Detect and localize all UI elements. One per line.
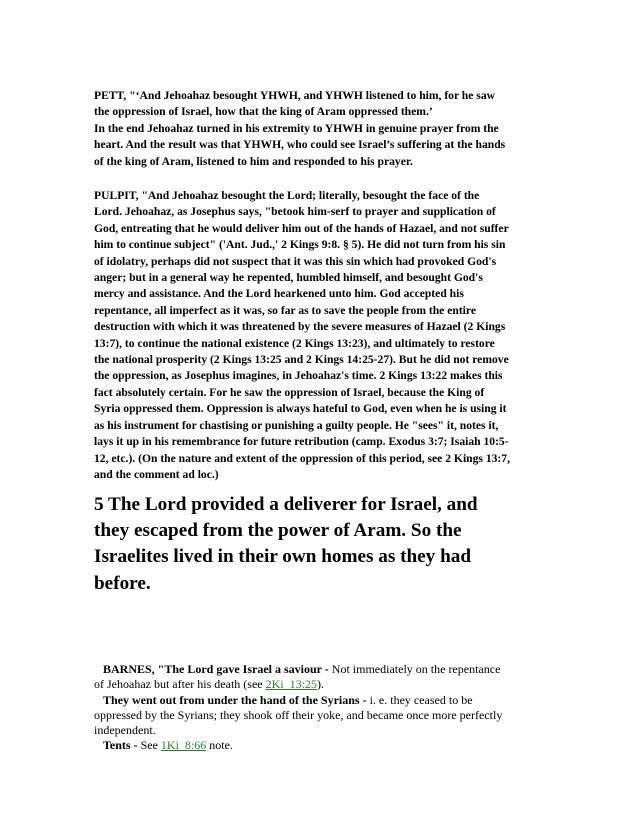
text-line: of idolatry, perhaps did not suspect that it was this sin which had provoked God's: [94, 254, 497, 268]
text-line: him to continue subject" ('Ant. Jud.,' 2 Kings 9:8. § 5). He did not turn from his sin: [94, 238, 506, 252]
text-line: destruction with which it was threatened by the severe measures of Hazael (2 Kings: [94, 320, 506, 334]
text-line: fact absolutely certain. For he saw the oppression of Israel, because the King of: [94, 385, 485, 399]
text-line: of the king of Aram, listened to him and responded to his prayer.: [94, 154, 413, 168]
text-line: oppressed by the Syrians; they shook off their yoke, and became once more perfectly: [94, 707, 503, 722]
pulpit-commentary: [94, 188, 544, 483]
text-line: [94, 677, 554, 692]
text-line: Syria oppressed them. Oppression is always hateful to God, even when he is using it: [94, 402, 507, 416]
text-line: and the comment ad loc.): [94, 467, 219, 481]
text-run: note.: [206, 738, 233, 753]
text-line: PULPIT, "And Jehoahaz besought the Lord; literally, besought the face of the: [94, 189, 480, 202]
text-line: PETT, "‘And Jehoahaz besought YHWH, and YHWH listened to him, for he saw: [94, 89, 495, 102]
barnes-lemma: They went out from under the hand of the Syrians -: [103, 692, 367, 707]
text-line: anger; but in a general way he repented, humbled himself, and besought God's: [94, 271, 483, 285]
text-run: i. e. they ceased to be: [366, 692, 473, 707]
text-line: mercy and assistance. And the Lord hearkened unto him. God accepted his: [94, 287, 464, 301]
text-line: In the end Jehoahaz turned in his extremity to YHWH in genuine prayer from the: [94, 121, 499, 135]
heading-line: they escaped from the power of Aram. So the: [94, 520, 462, 542]
pett-commentary: [94, 88, 544, 170]
text-run: of Jehoahaz but after his death (see: [94, 677, 266, 692]
scripture-link-1ki-8-66[interactable]: 1Ki_8:66: [160, 738, 207, 753]
text-line: the national prosperity (2 Kings 13:25 and 2 Kings 14:25-27). But he did not remove: [94, 353, 509, 367]
text-line: the oppression of Israel, how that the king of Aram oppressed them.’: [94, 105, 433, 119]
text-line: lays it up in his remembrance for future retribution (camp. Exodus 3:7; Isaiah 10:5-: [94, 435, 509, 449]
text-line: repentance, all imperfect as it was, so far as to save the people from the entire: [94, 303, 476, 317]
text-run: ).: [316, 677, 324, 692]
barnes-lemma: BARNES, "The Lord gave Israel a saviour -: [103, 662, 329, 676]
verse-heading: [94, 492, 554, 597]
text-line: independent.: [94, 723, 156, 738]
heading-line: 5 The Lord provided a deliverer for Israel, and: [94, 494, 478, 515]
text-line: God, entreating that he would deliver him out of the hands of Hazael, and not suffer: [94, 221, 509, 235]
text-line: 12, etc.). (On the nature and extent of the oppression of this period, see 2 Kings 13:7,: [94, 451, 510, 465]
text-run: See: [137, 738, 161, 753]
scripture-link-2ki-13-25[interactable]: 2Ki_13:25: [265, 677, 317, 692]
heading-line: before.: [94, 572, 151, 594]
text-line: [94, 693, 554, 708]
text-line: as his instrument for chastising or punishing a guilty people. He "sees" it, notes it,: [94, 418, 499, 432]
heading-line: Israelites lived in their own homes as they had: [94, 546, 472, 568]
text-line: 13:7), to continue the national existence (2 Kings 13:23), and ultimately to restore: [94, 336, 495, 350]
text-line: [94, 662, 554, 677]
text-run: Not immediately on the repentance: [328, 662, 501, 676]
text-line: Lord. Jehoahaz, as Josephus says, "betook him-serf to prayer and supplication of: [94, 205, 496, 219]
barnes-commentary: [94, 662, 554, 754]
barnes-lemma: Tents -: [103, 738, 138, 753]
text-line: heart. And the result was that YHWH, who could see Israel’s suffering at the hands: [94, 138, 506, 152]
text-line: the oppression, as Josephus imagines, in Jehoahaz's time. 2 Kings 13:22 makes this: [94, 369, 503, 383]
text-line: [94, 738, 554, 753]
